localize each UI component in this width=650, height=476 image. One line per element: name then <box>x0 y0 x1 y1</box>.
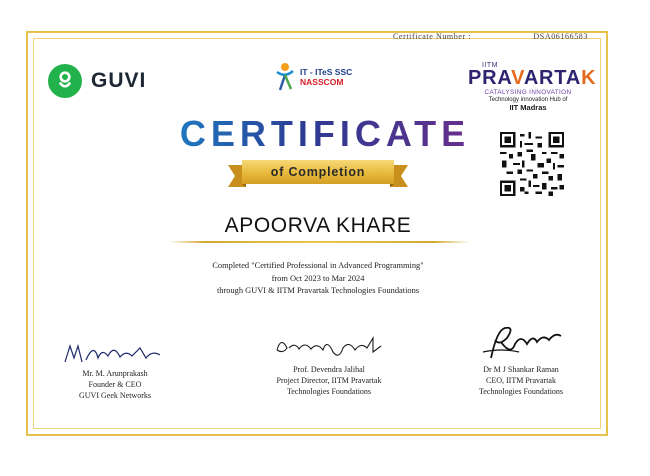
nasscom-logo <box>274 62 352 92</box>
signatory-3-role: CEO, IITM Pravartak <box>486 376 556 385</box>
iitm-pravartak-logo <box>468 62 597 112</box>
nasscom-figure-icon <box>274 62 296 92</box>
name-underline <box>168 241 470 243</box>
signatory-1 <box>40 340 190 401</box>
signatory-2-name: Prof. Devendra Jalihal <box>293 365 365 374</box>
signatory-3-name: Dr M J Shankar Raman <box>483 365 559 374</box>
ribbon-label: of Completion <box>242 160 394 184</box>
pravartak-iitm: IITM <box>482 62 498 69</box>
signatory-1-role: Founder & CEO <box>88 380 142 389</box>
signatory-2-role: Project Director, IITM Pravartak <box>276 376 382 385</box>
signatory-3-org: Technologies Foundations <box>478 387 564 396</box>
pravartak-institute: IIT Madras <box>509 103 547 112</box>
certificate-number <box>393 32 588 41</box>
nasscom-line1: IT - ITeS SSC <box>300 67 353 77</box>
pravartak-word-b: ARTA <box>523 67 582 89</box>
pravartak-word-k: K <box>581 67 597 89</box>
completion-ribbon <box>228 157 408 189</box>
signatory-2 <box>244 332 414 397</box>
body-line-course: Completed "Certified Professional in Advanced Programming" <box>212 261 424 270</box>
guvi-logo-text: GUVI <box>91 69 147 92</box>
signatory-1-org: GUVI Geek Networks <box>79 391 151 400</box>
signature-1-icon <box>60 340 170 366</box>
certificate-number-value: DSA06166583 <box>533 32 588 41</box>
guvi-logo-icon <box>48 64 82 98</box>
body-line-period: from Oct 2023 to Mar 2024 <box>271 273 365 283</box>
pravartak-hub: Technology innovation Hub of <box>488 97 568 103</box>
body-line-partner: through GUVI & IITM Pravartak Technologies Foundations <box>216 286 420 295</box>
signature-3-icon <box>471 322 571 362</box>
certificate-title: CERTIFICATE <box>165 112 485 156</box>
signatory-3 <box>446 322 596 397</box>
signature-2-icon <box>269 332 389 362</box>
signatory-1-name: Mr. M. Arunprakash <box>82 369 148 378</box>
certificate-body <box>150 260 486 298</box>
certificate-number-label: Certificate Number : <box>393 32 472 41</box>
guvi-logo <box>48 64 146 98</box>
recipient-name: APOORVA KHARE <box>224 214 412 237</box>
nasscom-line2: NASSCOM <box>300 77 344 87</box>
pravartak-word-v: V <box>511 67 524 89</box>
pravartak-tagline: CATALYSING INNOVATION <box>484 89 572 96</box>
pravartak-wordmark <box>468 67 597 89</box>
pravartak-word-a: PRA <box>468 67 512 89</box>
qr-code <box>500 132 564 196</box>
signatory-2-org: Technologies Foundations <box>286 387 372 396</box>
